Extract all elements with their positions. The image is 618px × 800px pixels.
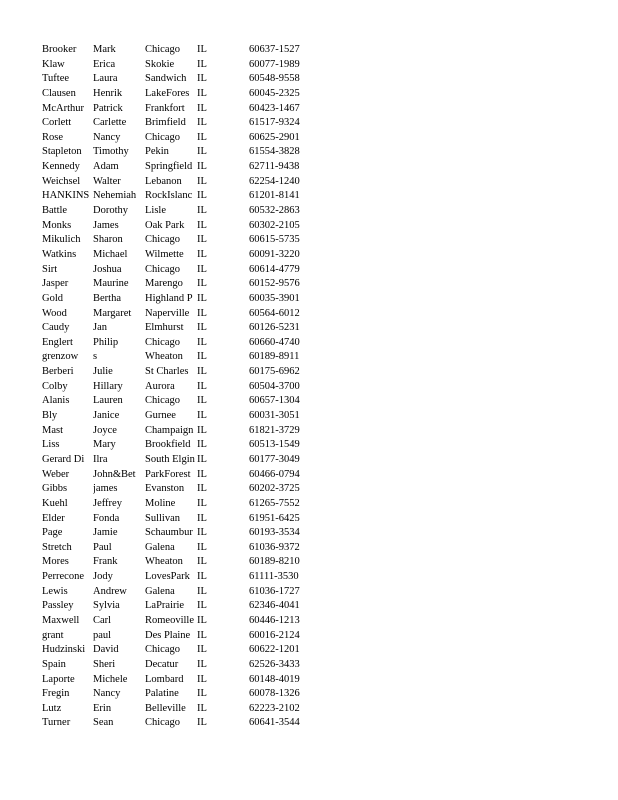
state-cell: IL [197,644,207,656]
first-name-cell: Mary [93,439,116,451]
zip-cell: 60657-1304 [249,395,300,407]
last-name-cell: Gerard Di [42,453,85,465]
zip-cell: 60532-2863 [249,205,300,217]
state-cell: IL [197,556,207,568]
state-cell: IL [197,439,207,451]
last-name-cell: Spain [42,658,66,670]
city-cell: Galena [145,541,175,553]
last-name-cell: Stretch [42,541,72,553]
first-name-cell: Jeffrey [93,497,122,509]
state-cell: IL [197,263,207,275]
zip-cell: 60035-3901 [249,292,300,304]
city-cell: Chicago [145,131,180,143]
state-cell: IL [197,658,207,670]
first-name-cell: Sheri [93,658,116,670]
first-name-cell: Janice [93,410,120,422]
last-name-cell: Berberi [42,366,74,378]
city-cell: Sandwich [145,73,187,85]
zip-cell: 60504-3700 [249,380,300,392]
state-cell: IL [197,175,207,187]
last-name-cell: Alanis [42,395,70,407]
last-name-cell: Watkins [42,248,77,260]
state-cell: IL [197,102,207,114]
first-name-cell: Timothy [93,146,129,158]
first-name-cell: Nancy [93,688,121,700]
first-name-cell: Laura [93,73,118,85]
zip-cell: 60078-1326 [249,688,300,700]
state-cell: IL [197,351,207,363]
state-cell: IL [197,424,207,436]
zip-cell: 60423-1467 [249,102,300,114]
city-cell: RockIslanc [145,190,193,202]
zip-cell: 61517-9324 [249,117,300,129]
state-cell: IL [197,219,207,231]
zip-cell: 60193-3534 [249,527,300,539]
zip-cell: 61821-3729 [249,424,300,436]
first-name-cell: Jamie [93,527,118,539]
city-cell: Elmhurst [145,322,184,334]
state-cell: IL [197,44,207,55]
first-name-cell: Frank [93,556,118,568]
first-name-cell: Mark [93,44,116,55]
zip-cell: 60302-2105 [249,219,300,231]
city-cell: Pekin [145,146,169,158]
state-cell: IL [197,571,207,583]
first-name-cell: Michael [93,248,128,260]
state-cell: IL [197,87,207,99]
city-cell: Palatine [145,688,179,700]
state-cell: IL [197,58,207,70]
state-cell: IL [197,717,207,729]
last-name-cell: Lewis [42,585,68,597]
city-cell: Schaumbur [145,527,193,539]
last-name-cell: Hudzinski [42,644,86,656]
first-name-cell: Jan [93,322,107,334]
last-name-cell: Turner [42,717,71,729]
state-cell: IL [197,629,207,641]
state-cell: IL [197,278,207,290]
last-name-cell: Laporte [42,673,75,685]
first-name-cell: Carlette [93,117,127,129]
zip-cell: 61265-7552 [249,497,300,509]
city-cell: Decatur [145,658,179,670]
last-name-cell: Weber [42,468,70,480]
city-cell: Chicago [145,395,180,407]
city-cell: Skokie [145,58,175,70]
first-name-cell: Paul [93,541,112,553]
zip-cell: 60189-8911 [249,351,300,363]
state-cell: IL [197,131,207,143]
city-cell: Sullivan [145,512,181,524]
city-cell: Marengo [145,278,183,290]
last-name-cell: HANKINS [42,190,90,202]
first-name-cell: Joyce [93,424,117,436]
state-cell: IL [197,248,207,260]
state-cell: IL [197,527,207,539]
last-name-cell: Sirt [42,263,58,275]
first-name-cell: Lauren [93,395,123,407]
city-cell: Brookfield [145,439,191,451]
zip-cell: 60466-0794 [249,468,300,480]
zip-cell: 60622-1201 [249,644,300,656]
first-name-cell: Adam [93,161,119,173]
city-cell: Lebanon [145,175,182,187]
zip-cell: 60614-4779 [249,263,300,275]
first-name-cell: Ilra [93,453,108,465]
zip-cell: 60091-3220 [249,248,300,260]
city-cell: Highland P [145,292,193,304]
state-cell: IL [197,673,207,685]
last-name-cell: grant [42,629,64,641]
last-name-cell: Clausen [42,87,76,99]
first-name-cell: Maurine [93,278,129,290]
state-cell: IL [197,380,207,392]
state-cell: IL [197,366,207,378]
city-cell: Wheaton [145,351,183,363]
first-name-cell: james [93,483,118,495]
state-cell: IL [197,600,207,612]
last-name-cell: grenzow [42,351,79,363]
state-cell: IL [197,395,207,407]
city-cell: Champaign [145,424,194,436]
zip-cell: 60177-3049 [249,453,300,465]
state-cell: IL [197,468,207,480]
city-cell: ParkForest [145,468,191,480]
last-name-cell: Stapleton [42,146,82,158]
first-name-cell: James [93,219,119,231]
state-cell: IL [197,234,207,246]
state-cell: IL [197,541,207,553]
zip-cell: 60548-9558 [249,73,300,85]
first-name-cell: paul [93,629,112,641]
state-cell: IL [197,702,207,714]
zip-cell: 61111-3530 [249,571,299,583]
state-cell: IL [197,146,207,158]
zip-cell: 60077-1989 [249,58,300,70]
first-name-cell: Erica [93,58,116,70]
first-name-cell: Bertha [93,292,121,304]
zip-cell: 61036-1727 [249,585,300,597]
city-cell: Naperville [145,307,190,319]
city-cell: Wilmette [145,248,184,260]
state-cell: IL [197,292,207,304]
zip-cell: 60625-2901 [249,131,300,143]
city-cell: Evanston [145,483,185,495]
last-name-cell: Bly [42,410,58,422]
zip-cell: 62526-3433 [249,658,300,670]
city-cell: Frankfort [145,102,185,114]
city-cell: Aurora [145,380,175,392]
last-name-cell: Perrecone [42,571,84,583]
last-name-cell: Caudy [42,322,70,334]
city-cell: LovesPark [145,571,190,583]
zip-cell: 61554-3828 [249,146,300,158]
first-name-cell: Joshua [93,263,122,275]
first-name-cell: Henrik [93,87,123,99]
last-name-cell: McArthur [42,102,84,114]
zip-cell: 60564-6012 [249,307,300,319]
first-name-cell: Fonda [93,512,120,524]
last-name-cell: Rose [42,131,63,143]
zip-cell: 62346-4041 [249,600,300,612]
state-cell: IL [197,497,207,509]
city-cell: South Elgin [145,453,195,465]
last-name-cell: Fregin [42,688,70,700]
last-name-cell: Weichsel [42,175,81,187]
first-name-cell: Sharon [93,234,123,246]
last-name-cell: Kennedy [42,161,80,173]
city-cell: Brimfield [145,117,186,129]
city-cell: Chicago [145,644,180,656]
zip-cell: 60175-6962 [249,366,300,378]
last-name-cell: Corlett [42,117,72,129]
state-cell: IL [197,336,207,348]
zip-cell: 60637-1527 [249,44,300,55]
last-name-cell: Battle [42,205,68,217]
first-name-cell: Erin [93,702,112,714]
zip-cell: 60513-1549 [249,439,300,451]
last-name-cell: Jasper [42,278,69,290]
state-cell: IL [197,614,207,626]
city-cell: Romeoville [145,614,194,626]
state-cell: IL [197,483,207,495]
last-name-cell: Mores [42,556,69,568]
first-name-cell: Walter [93,175,121,187]
zip-cell: 62711-9438 [249,161,300,173]
zip-cell: 60446-1213 [249,614,300,626]
last-name-cell: Gibbs [42,483,68,495]
last-name-cell: Tuftee [42,73,70,85]
state-cell: IL [197,585,207,597]
first-name-cell: Michele [93,673,128,685]
state-cell: IL [197,117,207,129]
city-cell: Belleville [145,702,186,714]
zip-cell: 60016-2124 [249,629,300,641]
last-name-cell: Mast [42,424,63,436]
state-cell: IL [197,190,207,202]
first-name-cell: Jody [93,571,113,583]
last-name-cell: Gold [42,292,63,304]
state-cell: IL [197,688,207,700]
first-name-cell: Carl [93,614,112,626]
last-name-cell: Elder [42,512,65,524]
last-name-cell: Englert [42,336,73,348]
zip-cell: 60045-2325 [249,87,300,99]
state-cell: IL [197,307,207,319]
first-name-cell: John&Bet [93,468,136,480]
zip-cell: 61036-9372 [249,541,300,553]
state-cell: IL [197,322,207,334]
first-name-cell: Dorothy [93,205,128,217]
city-cell: Chicago [145,336,180,348]
first-name-cell: Andrew [93,585,127,597]
zip-cell: 60152-9576 [249,278,300,290]
last-name-cell: Lutz [42,702,62,714]
first-name-cell: Philip [93,336,119,348]
first-name-cell: Sean [93,717,114,729]
last-name-cell: Page [42,527,63,539]
zip-cell: 60202-3725 [249,483,300,495]
city-cell: Lisle [145,205,166,217]
state-cell: IL [197,205,207,217]
city-cell: Moline [145,497,176,509]
zip-cell: 60031-3051 [249,410,300,422]
city-cell: LaPrairie [145,600,185,612]
zip-cell: 60189-8210 [249,556,300,568]
zip-cell: 62254-1240 [249,175,300,187]
city-cell: St Charles [145,366,189,378]
last-name-cell: Brooker [42,44,77,55]
zip-cell: 61951-6425 [249,512,300,524]
state-cell: IL [197,161,207,173]
zip-cell: 62223-2102 [249,702,300,714]
zip-cell: 60148-4019 [249,673,300,685]
zip-cell: 60126-5231 [249,322,300,334]
first-name-cell: Nehemiah [93,190,137,202]
last-name-cell: Liss [42,439,60,451]
first-name-cell: Julie [93,366,113,378]
zip-cell: 61201-8141 [249,190,300,202]
city-cell: Des Plaine [145,629,191,641]
state-cell: IL [197,512,207,524]
state-cell: IL [197,453,207,465]
city-cell: Oak Park [145,219,185,231]
first-name-cell: David [93,644,119,656]
city-cell: LakeFores [145,87,190,99]
last-name-cell: Mikulich [42,234,81,246]
city-cell: Springfield [145,161,193,173]
first-name-cell: Hillary [93,380,123,392]
first-name-cell: Margaret [93,307,132,319]
city-cell: Chicago [145,234,180,246]
last-name-cell: Wood [42,307,67,319]
last-name-cell: Colby [42,380,68,392]
first-name-cell: Nancy [93,131,121,143]
zip-cell: 60615-5735 [249,234,300,246]
last-name-cell: Monks [42,219,72,231]
first-name-cell: s [93,351,98,363]
last-name-cell: Klaw [42,58,65,70]
state-cell: IL [197,410,207,422]
city-cell: Chicago [145,263,180,275]
city-cell: Wheaton [145,556,183,568]
first-name-cell: Patrick [93,102,123,114]
first-name-cell: Sylvia [93,600,120,612]
last-name-cell: Passley [42,600,74,612]
city-cell: Gurnee [145,410,176,422]
zip-cell: 60641-3544 [249,717,300,729]
city-cell: Chicago [145,717,180,729]
last-name-cell: Kuehl [42,497,68,509]
zip-cell: 60660-4740 [249,336,300,348]
city-cell: Galena [145,585,175,597]
city-cell: Lombard [145,673,184,685]
last-name-cell: Maxwell [42,614,80,626]
state-cell: IL [197,73,207,85]
city-cell: Chicago [145,44,180,55]
